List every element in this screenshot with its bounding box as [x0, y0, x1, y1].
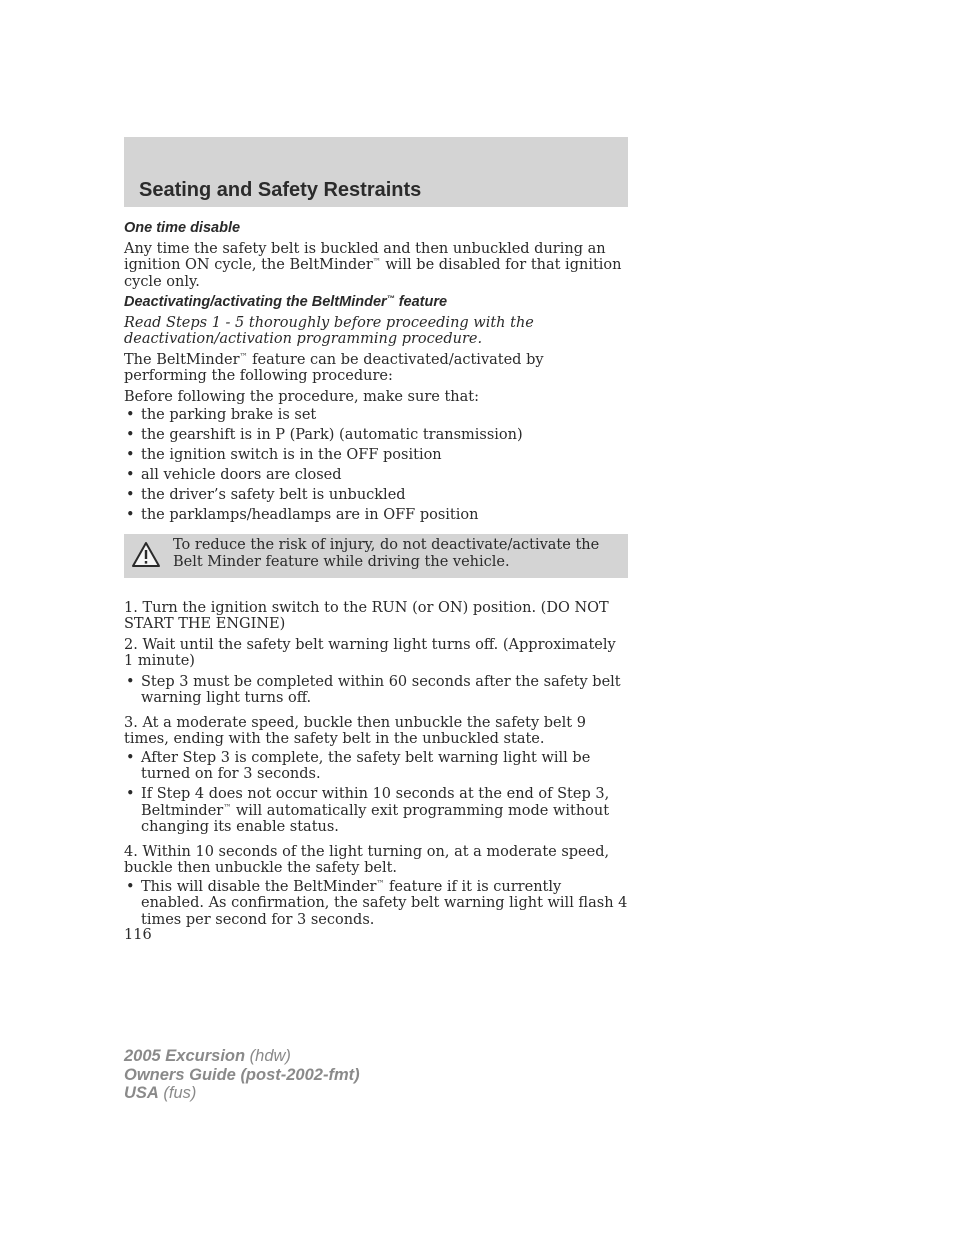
- section-title: Seating and Safety Restraints: [139, 179, 422, 201]
- precondition-list: [124, 407, 628, 524]
- deactivating-heading: Deactivating/activating the BeltMinder™ feature: [124, 294, 448, 310]
- warning-triangle-icon: [131, 541, 161, 568]
- footer-model: 2005 Excursion: [124, 1047, 246, 1065]
- warning-text: To reduce the risk of injury, do not deactivate/activate the Belt Minder feature while driving the vehicle.: [173, 536, 600, 570]
- warning-box: [124, 534, 628, 578]
- before-procedure-text: Before following the procedure, make sure that:: [124, 388, 479, 405]
- step-1: 1. Turn the ignition switch to the RUN (or ON) position. (DO NOT START THE ENGINE): [124, 599, 609, 632]
- footer-model-code: (hdw): [245, 1047, 291, 1065]
- document-footer: [124, 1047, 360, 1103]
- list-item: • the ignition switch is in the OFF position: [124, 447, 628, 464]
- list-item: • Step 3 must be completed within 60 seconds after the safety belt warning light turns off.: [124, 674, 628, 707]
- procedure-intro: The BeltMinder™ feature can be deactivated/activated by performing the following procedure:: [124, 351, 544, 384]
- list-item: • After Step 3 is complete, the safety belt warning light will be turned on for 3 seconds.: [124, 750, 628, 783]
- step-3-bullets: [124, 750, 628, 836]
- footer-line-guide: [124, 1066, 360, 1085]
- step-2: 2. Wait until the safety belt warning light turns off. (Approximately 1 minute): [124, 636, 616, 669]
- list-item: • all vehicle doors are closed: [124, 467, 628, 484]
- list-item: • This will disable the BeltMinder™ feature if it is currently enabled. As confirmation, the safety belt warning light will flash 4 times per second for 3 seconds.: [124, 879, 628, 929]
- footer-line-model: [124, 1047, 360, 1066]
- step-4: 4. Within 10 seconds of the light turning on, at a moderate speed, buckle then unbuckle the safety belt.: [124, 843, 610, 876]
- list-item: • the driver’s safety belt is unbuckled: [124, 487, 628, 504]
- step-4-bullets: [124, 879, 628, 929]
- trademark-symbol: ™: [239, 351, 248, 361]
- footer-market-code: (fus): [158, 1084, 197, 1102]
- list-item: • the gearshift is in P (Park) (automatic transmission): [124, 427, 628, 444]
- step-3: 3. At a moderate speed, buckle then unbuckle the safety belt 9 times, ending with the safety belt in the unbuckled state.: [124, 714, 586, 747]
- list-item: • If Step 4 does not occur within 10 seconds at the end of Step 3, Beltminder™ will automatically exit programming mode without changing its enable status.: [124, 786, 628, 836]
- one-time-disable-heading: One time disable: [124, 220, 241, 236]
- list-item: • the parking brake is set: [124, 407, 628, 424]
- page-content: [124, 220, 628, 932]
- trademark-symbol: ™: [223, 802, 232, 812]
- trademark-symbol: ™: [386, 294, 395, 303]
- footer-guide: Owners Guide (post-2002-fmt): [124, 1065, 360, 1084]
- step-2-bullets: [124, 674, 628, 707]
- list-item: • the parklamps/headlamps are in OFF position: [124, 507, 628, 524]
- footer-line-market: [124, 1084, 360, 1103]
- footer-market: USA: [124, 1084, 159, 1102]
- trademark-symbol: ™: [376, 878, 385, 888]
- page-number: 116: [124, 927, 152, 943]
- section-header-band: [124, 137, 628, 207]
- one-time-disable-text: Any time the safety belt is buckled and then unbuckled during an ignition ON cycle, the BeltMinder™ will be disabled for that ignition cycle only.: [124, 240, 622, 290]
- trademark-symbol: ™: [372, 257, 381, 266]
- procedure-note: Read Steps 1 - 5 thoroughly before proceeding with the deactivation/activation programming procedure.: [124, 314, 534, 347]
